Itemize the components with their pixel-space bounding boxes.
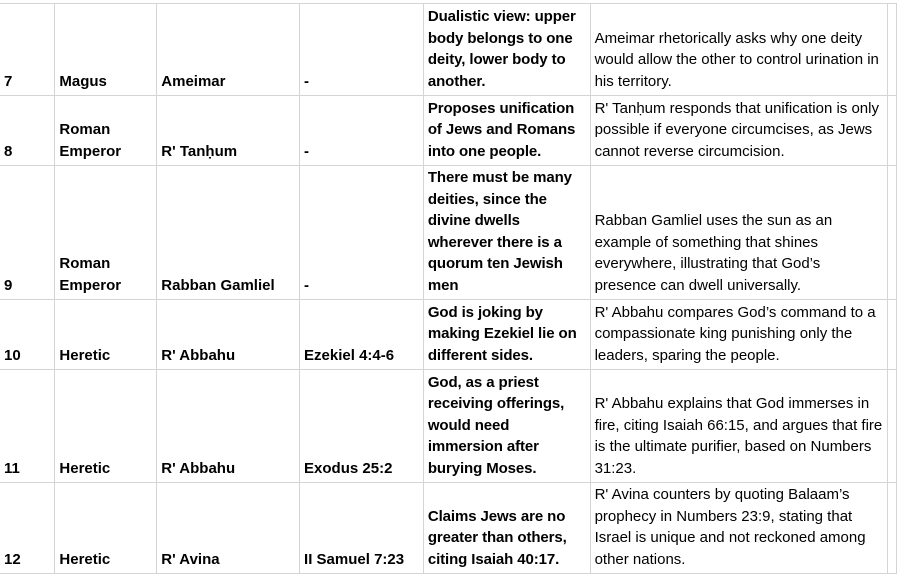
cell-claim[interactable]: Dualistic view: upper body belongs to one deity, lower body to another. [423,4,590,96]
cell-sage[interactable]: Ameimar [157,4,300,96]
cell-claim[interactable]: Proposes unification of Jews and Romans into one people. [423,96,590,166]
cell-row-number[interactable]: 11 [0,370,55,483]
cell-questioner[interactable]: Magus [55,4,157,96]
cell-verse[interactable]: - [300,96,424,166]
cell-empty[interactable] [887,370,896,483]
cell-response[interactable]: R' Abbahu explains that God immerses in fire, citing Isaiah 66:15, and argues that fire is the ultimate purifier, based on Numbers 31:23. [590,370,887,483]
cell-sage[interactable]: R' Abbahu [157,300,300,370]
cell-empty[interactable] [887,4,896,96]
table-row [0,370,897,483]
cell-empty[interactable] [887,96,896,166]
cell-questioner[interactable]: Heretic [55,483,157,574]
cell-questioner[interactable]: Roman Emperor [55,96,157,166]
table-row [0,166,897,300]
cell-row-number[interactable]: 7 [0,4,55,96]
cell-row-number[interactable]: 10 [0,300,55,370]
cell-verse[interactable]: - [300,4,424,96]
cell-response[interactable]: Rabban Gamliel uses the sun as an example of something that shines everywhere, illustrating that God’s presence can dwell universally. [590,166,887,300]
table-row [0,483,897,574]
table-row [0,4,897,96]
table-row [0,96,897,166]
cell-response[interactable]: Ameimar rhetorically asks why one deity would allow the other to control urination in his territory. [590,4,887,96]
cell-sage[interactable]: Rabban Gamliel [157,166,300,300]
cell-questioner[interactable]: Heretic [55,300,157,370]
cell-claim[interactable]: God is joking by making Ezekiel lie on different sides. [423,300,590,370]
cell-sage[interactable]: R' Avina [157,483,300,574]
cell-sage[interactable]: R' Abbahu [157,370,300,483]
cell-response[interactable]: R' Abbahu compares God’s command to a compassionate king punishing only the leaders, sparing the people. [590,300,887,370]
cell-response[interactable]: R' Tanḥum responds that unification is only possible if everyone circumcises, as Jews cannot reverse circumcision. [590,96,887,166]
cell-row-number[interactable]: 12 [0,483,55,574]
cell-claim[interactable]: God, as a priest receiving offerings, would need immersion after burying Moses. [423,370,590,483]
cell-verse[interactable]: - [300,166,424,300]
cell-verse[interactable]: Exodus 25:2 [300,370,424,483]
cell-row-number[interactable]: 8 [0,96,55,166]
cell-questioner[interactable]: Roman Emperor [55,166,157,300]
cell-empty[interactable] [887,483,896,574]
cell-claim[interactable]: There must be many deities, since the divine dwells wherever there is a quorum ten Jewish men [423,166,590,300]
cell-sage[interactable]: R' Tanḥum [157,96,300,166]
cell-empty[interactable] [887,300,896,370]
cell-empty[interactable] [887,166,896,300]
cell-claim[interactable]: Claims Jews are no greater than others, citing Isaiah 40:17. [423,483,590,574]
data-table [0,3,897,574]
cell-questioner[interactable]: Heretic [55,370,157,483]
cell-verse[interactable]: Ezekiel 4:4-6 [300,300,424,370]
cell-row-number[interactable]: 9 [0,166,55,300]
cell-verse[interactable]: II Samuel 7:23 [300,483,424,574]
cell-response[interactable]: R' Avina counters by quoting Balaam’s prophecy in Numbers 23:9, stating that Israel is unique and not reckoned among other nations. [590,483,887,574]
table-row [0,300,897,370]
